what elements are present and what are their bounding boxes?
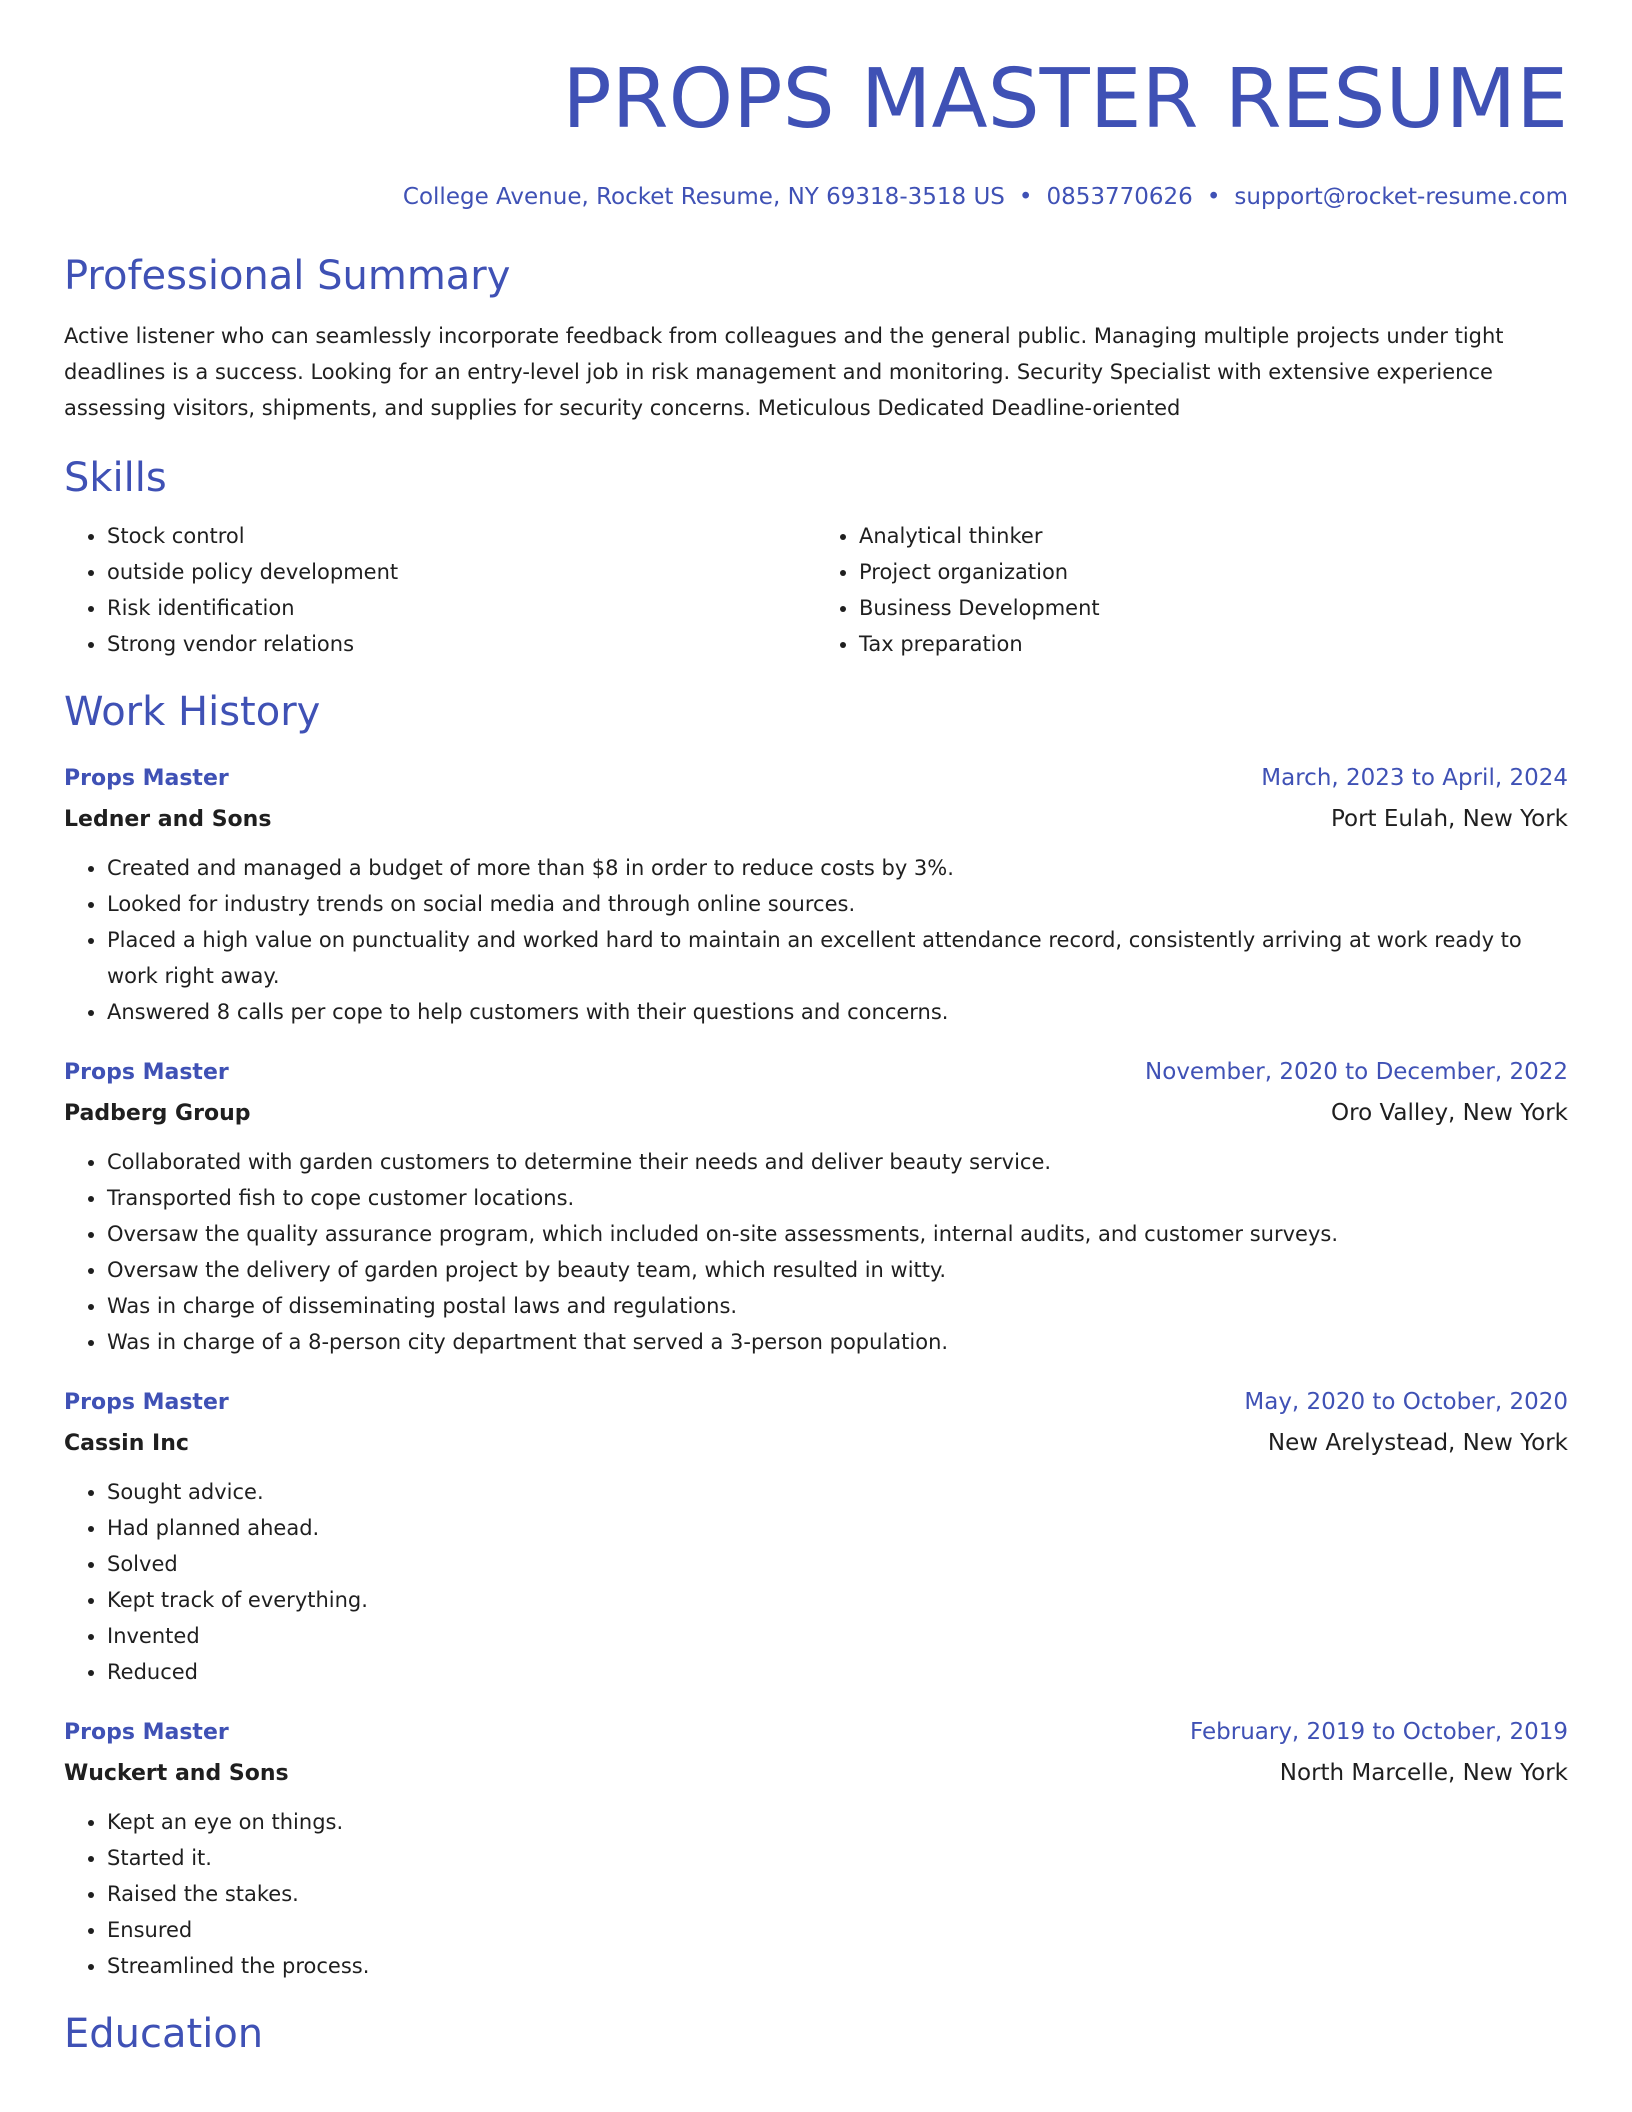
job-company: Wuckert and Sons [64, 1761, 289, 1786]
job-bullet: • Reduced [107, 1654, 1568, 1690]
skills-column-left [64, 518, 816, 662]
job-dates: November, 2020 to December, 2022 [1145, 1059, 1568, 1085]
job-header [64, 1052, 1568, 1093]
job-bullet: • Placed a high value on punctuality and worked hard to maintain an excellent attendance record, consistently arriving at work ready to work right away. [107, 922, 1568, 994]
job-entry [64, 758, 1568, 1030]
job-subheader [64, 1093, 1568, 1134]
job-bullet: • Oversaw the quality assurance program, which included on-site assessments, internal audits, and customer surveys. [107, 1216, 1568, 1252]
contact-separator: • [1206, 184, 1221, 210]
job-bullet: • Had planned ahead. [107, 1510, 1568, 1546]
section-heading-skills: Skills [64, 455, 167, 501]
skill-item: • Project organization [859, 554, 1568, 590]
job-bullets [64, 1474, 1568, 1690]
job-bullets [64, 850, 1568, 1030]
section-heading-education: Education [64, 2011, 264, 2057]
job-bullet: • Started it. [107, 1840, 1568, 1876]
job-role: Props Master [64, 1390, 229, 1415]
skills-list [64, 518, 1568, 662]
skill-item: • Business Development [859, 590, 1568, 626]
job-entry [64, 1052, 1568, 1360]
resume-page [64, 0, 1568, 2058]
job-bullet: • Streamlined the process. [107, 1948, 1568, 1984]
job-bullet: • Raised the stakes. [107, 1876, 1568, 1912]
job-bullet: • Created and managed a budget of more than $8 in order to reduce costs by 3%. [107, 850, 1568, 886]
section-heading-summary: Professional Summary [64, 253, 511, 299]
job-company: Cassin Inc [64, 1431, 189, 1456]
job-location: North Marcelle, New York [1279, 1760, 1568, 1786]
job-role: Props Master [64, 766, 229, 791]
job-bullet: • Oversaw the delivery of garden project by beauty team, which resulted in witty. [107, 1252, 1568, 1288]
job-location: New Arelystead, New York [1267, 1430, 1568, 1456]
contact-address: College Avenue, Rocket Resume, NY 69318-3518 US [402, 184, 1005, 210]
job-bullet: • Invented [107, 1618, 1568, 1654]
job-bullet: • Transported fish to cope customer locations. [107, 1180, 1568, 1216]
job-location: Port Eulah, New York [1330, 806, 1568, 832]
job-bullet: • Was in charge of disseminating postal laws and regulations. [107, 1288, 1568, 1324]
job-bullet: • Sought advice. [107, 1474, 1568, 1510]
job-bullet: • Looked for industry trends on social media and through online sources. [107, 886, 1568, 922]
job-bullet: • Collaborated with garden customers to determine their needs and deliver beauty service. [107, 1144, 1568, 1180]
skill-item: • Tax preparation [859, 626, 1568, 662]
job-bullet: • Kept an eye on things. [107, 1804, 1568, 1840]
job-header [64, 1712, 1568, 1753]
skill-item: • Analytical thinker [859, 518, 1568, 554]
job-dates: May, 2020 to October, 2020 [1244, 1389, 1568, 1415]
job-bullet: • Kept track of everything. [107, 1582, 1568, 1618]
job-subheader [64, 799, 1568, 840]
resume-title: PROPS MASTER RESUME [562, 52, 1568, 147]
job-header [64, 758, 1568, 799]
job-company: Ledner and Sons [64, 807, 272, 832]
job-bullet: • Was in charge of a 8-person city department that served a 3-person population. [107, 1324, 1568, 1360]
contact-email[interactable]: support@rocket-resume.com [1234, 184, 1568, 210]
job-bullets [64, 1804, 1568, 1984]
job-bullet: • Ensured [107, 1912, 1568, 1948]
job-role: Props Master [64, 1060, 229, 1085]
skill-item: • outside policy development [107, 554, 816, 590]
skill-item: • Stock control [107, 518, 816, 554]
contact-separator: • [1018, 184, 1033, 210]
job-role: Props Master [64, 1720, 229, 1745]
summary-text: Active listener who can seamlessly incorporate feedback from colleagues and the general public. Managing multiple projects under tight deadlines is a success. Looking for an entry-level job in risk management and monitoring. Security Specialist with extensive experience assessing visitors, shipments, and supplies for security concerns. Meticulous Dedicated Deadline-oriented [64, 324, 1504, 420]
skill-item: • Strong vendor relations [107, 626, 816, 662]
job-dates: February, 2019 to October, 2019 [1190, 1719, 1568, 1745]
job-location: Oro Valley, New York [1331, 1100, 1568, 1126]
job-dates: March, 2023 to April, 2024 [1261, 765, 1568, 791]
job-entry [64, 1382, 1568, 1690]
contact-line [64, 182, 1568, 212]
job-header [64, 1382, 1568, 1423]
skill-item: • Risk identification [107, 590, 816, 626]
job-bullets [64, 1144, 1568, 1360]
skills-column-right [816, 518, 1568, 662]
work-history-list [64, 758, 1568, 1984]
job-company: Padberg Group [64, 1101, 251, 1126]
contact-phone: 0853770626 [1046, 184, 1193, 210]
job-subheader [64, 1753, 1568, 1794]
section-heading-work-history: Work History [64, 689, 321, 735]
job-subheader [64, 1423, 1568, 1464]
job-bullet: • Solved [107, 1546, 1568, 1582]
job-bullet: • Answered 8 calls per cope to help customers with their questions and concerns. [107, 994, 1568, 1030]
job-entry [64, 1712, 1568, 1984]
